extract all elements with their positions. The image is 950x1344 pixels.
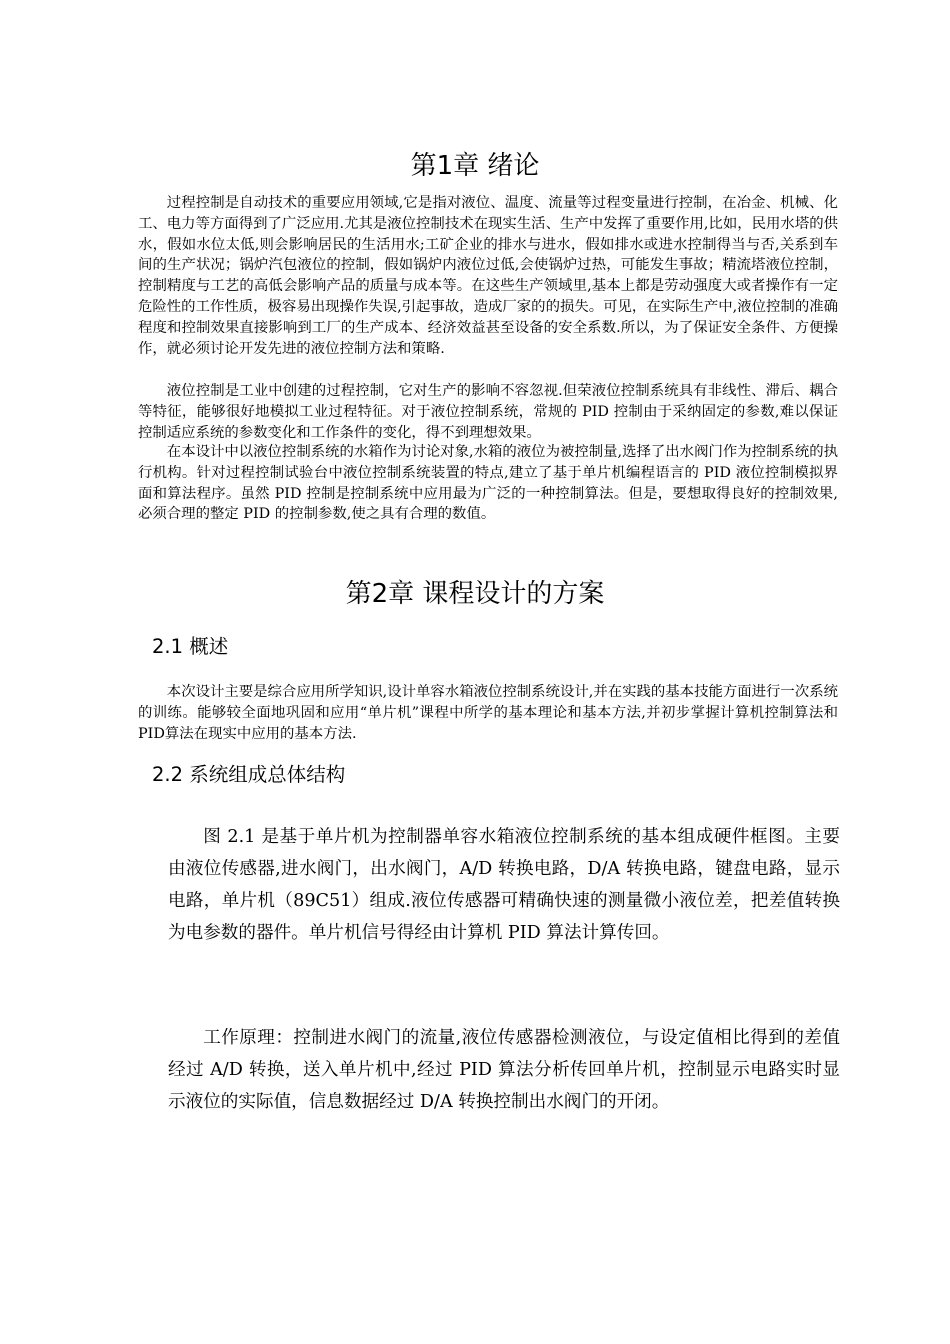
chapter-1-paragraph-1: 过程控制是自动技术的重要应用领域,它是指对液位、温度、流量等过程变量进行控制，在冶金、机械、化工、电力等方面得到了广泛应用.尤其是液位控制技术在现实生活、生产中发挥了重要作用,比如，民用水塔的供水，假如水位太低,则会影响居民的生活用水;工矿企业的排水与进水，假如排水或进水控制得当与否,关系到车间的生产状况；锅炉汽包液位的控制，假如锅炉内液位过低,会使锅炉过热，可能发生事故；精流塔液位控制，控制精度与工艺的高低会影响产品的质量与成本等。在这些生产领域里,基本上都是劳动强度大或者操作有一定危险性的工作性质，极容易出现操作失误,引起事故，造成厂家的的损失。可见，在实际生产中,液位控制的准确程度和控制效果直接影响到工厂的生产成本、经济效益甚至设备的安全系数.所以，为了保证安全条件、方便操作，就必须讨论开发先进的液位控制方法和策略. (138, 195, 838, 357)
chapter-2-title: 第2章 课程设计的方案 (345, 579, 605, 609)
chapter-1-title: 第1章 绪论 (410, 151, 540, 181)
section-2-2-paragraph-1: 图 2.1 是基于单片机为控制器单容水箱液位控制系统的基本组成硬件框图。主要由液位传感器,进水阀门，出水阀门，A/D 转换电路，D/A 转换电路，键盘电路，显示电路，单片机（89C51）组成.液位传感器可精确快速的测量微小液位差，把差值转换为电参数的器件。单片机信号得经由计算机 PID 算法计算传回。 (168, 827, 840, 943)
section-2-2-title: 2.2 系统组成总体结构 (152, 763, 346, 786)
chapter-1-paragraph-2: 液位控制是工业中创建的过程控制，它对生产的影响不容忽视.但荣液位控制系统具有非线性、滞后、耦合等特征，能够很好地模拟工业过程特征。对于液位控制系统，常规的 PID 控制由于采纳固定的参数,难以保证控制适应系统的参数变化和工作条件的变化，得不到理想效果。 (138, 383, 838, 441)
section-2-1-paragraph: 本次设计主要是综合应用所学知识,设计单容水箱液位控制系统设计,并在实践的基本技能方面进行一次系统的训练。能够较全面地巩固和应用“单片机”课程中所学的基本理论和基本方法,并初步掌握计算机控制算法和PID算法在现实中应用的基本方法. (138, 684, 838, 742)
chapter-1-paragraph-3: 在本设计中以液位控制系统的水箱作为讨论对象,水箱的液位为被控制量,选择了出水阀门作为控制系统的执行机构。针对过程控制试验台中液位控制系统装置的特点,建立了基于单片机编程语言的 PID 液位控制模拟界面和算法程序。虽然 PID 控制是控制系统中应用最为广泛的一种控制算法。但是，要想取得良好的控制效果,必须合理的整定 PID 的控制参数,使之具有合理的数值。 (138, 444, 838, 523)
section-2-2-paragraph-2: 工作原理：控制进水阀门的流量,液位传感器检测液位，与设定值相比得到的差值经过 A/D 转换，送入单片机中,经过 PID 算法分析传回单片机，控制显示电路实时显示液位的实际值，信息数据经过 D/A 转换控制出水阀门的开闭。 (168, 1028, 840, 1112)
section-2-1-title: 2.1 概述 (152, 635, 229, 658)
